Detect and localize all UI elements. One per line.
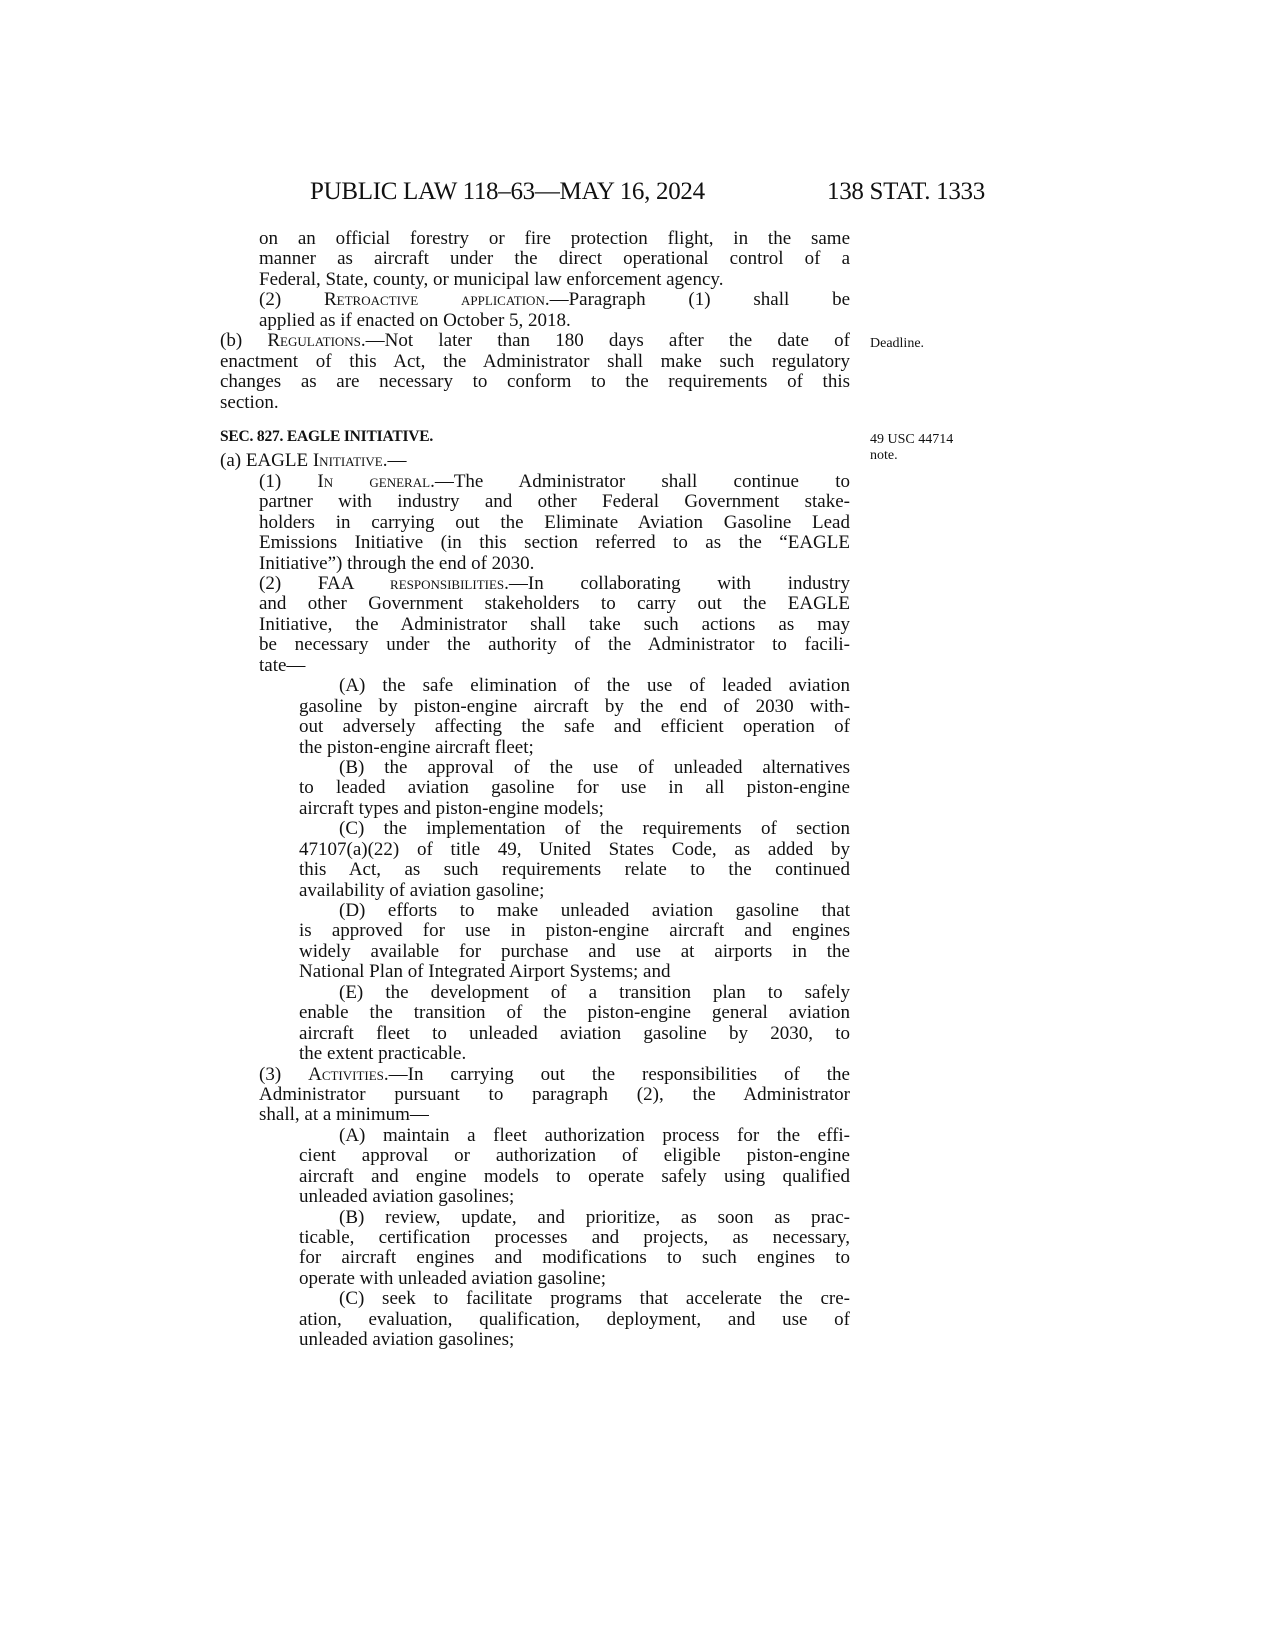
margin-note-usc [870,432,953,464]
paragraph-heading: Regulations [267,330,361,352]
text-line: out adversely affecting the safe and efficient operation of [299,716,850,738]
text-line: (C) seek to facilitate programs that accelerate the cre- [339,1288,850,1310]
text-line: Initiative, the Administrator shall take such actions as may [259,613,850,635]
text-line [220,574,850,594]
text-line: unleaded aviation gasolines; [299,1186,515,1208]
text-line: shall, at a minimum— [259,1104,429,1126]
text-line: Initiative”) through the end of 2030. [259,552,535,574]
text-line: manner as aircraft under the direct operational control of a [259,248,850,270]
text-line: availability of aviation gasoline; [299,879,545,901]
paragraph [220,1208,850,1290]
paragraph [220,1289,850,1350]
text-line: the extent practicable. [299,1043,467,1065]
text-line: the piston-engine aircraft fleet; [299,736,534,758]
text-line [220,331,850,351]
text-line [220,1065,850,1085]
paragraph [220,676,850,758]
text-line: is approved for use in piston-engine aircraft and engines [299,920,850,942]
paragraph [220,983,850,1065]
document-body [220,229,850,1351]
text-line: (A) maintain a fleet authorization process for the effi- [339,1124,850,1146]
paragraph [220,758,850,819]
text-line: this Act, as such requirements relate to the continued [299,859,850,881]
paragraph-heading: Retroactive application [323,289,545,311]
paragraph [220,574,850,676]
text-line: Emissions Initiative (in this section referred to as the “EAGLE [259,532,850,554]
text-line [220,472,850,492]
text-line: operate with unleaded aviation gasoline; [299,1267,607,1289]
paragraph-label: (2) [259,573,318,594]
paragraph-label: (b) [220,330,268,352]
running-header-title: PUBLIC LAW 118–63—MAY 16, 2024 [310,178,705,205]
section-heading: SEC. 827. EAGLE INITIATIVE. [220,427,434,445]
text-line: section. [220,391,279,413]
text-line: (D) efforts to make unleaded aviation gasoline that [339,900,850,921]
text-line: Federal, State, county, or municipal law enforcement agency. [259,268,724,290]
paragraph [220,229,850,290]
margin-note-usc-line2: note. [870,448,898,463]
paragraph-text: .—The Administrator shall continue to [430,470,851,492]
paragraph-label: (1) [259,470,318,492]
text-line [220,290,850,310]
paragraph-heading: FAA responsibilities [317,573,505,594]
text-line: tate— [259,654,306,676]
paragraph-text: .—Not later than 180 days after the date of [360,330,851,352]
paragraph-text: .—Paragraph (1) shall be [544,289,851,311]
paragraph [220,1065,850,1126]
paragraph-heading: EAGLE Initiative [245,450,383,472]
page-number: 138 STAT. 1333 [827,178,985,205]
paragraph [220,331,850,413]
paragraph-label: (3) [259,1063,309,1085]
text-line: ation, evaluation, qualification, deployment, and use of [299,1308,850,1330]
paragraph-text: .— [382,450,407,472]
text-line: cient approval or authorization of eligible piston-engine [299,1145,850,1167]
text-line: holders in carrying out the Eliminate Aviation Gasoline Lead [259,511,850,533]
paragraph [220,472,850,574]
text-line: enable the transition of the piston-engine general aviation [299,1002,850,1024]
text-line: changes as are necessary to conform to the requirements of this [220,371,850,393]
text-line: for aircraft engines and modifications to such engines to [299,1247,850,1269]
text-line: unleaded aviation gasolines; [299,1329,515,1351]
text-line: (B) the approval of the use of unleaded alternatives [339,756,850,778]
paragraph [220,451,850,471]
paragraph-text: .—In collaborating with industry [504,573,850,594]
paragraph-heading: In general [317,470,431,492]
text-line: aircraft types and piston-engine models; [299,797,604,819]
text-line: to leaded aviation gasoline for use in all piston-engine [299,777,850,799]
text-line: (E) the development of a transition plan to safely [339,981,850,1003]
text-line: aircraft and engine models to operate safely using qualified [299,1165,850,1187]
text-line: National Plan of Integrated Airport Systems; and [299,961,671,983]
text-line: 47107(a)(22) of title 49, United States Code, as added by [299,838,850,860]
text-line: (B) review, update, and prioritize, as soon as prac- [339,1206,850,1228]
paragraph-label: (a) [220,450,246,472]
text-line: (C) the implementation of the requirements of section [339,818,850,840]
paragraph [220,901,850,983]
text-line: enactment of this Act, the Administrator shall make such regulatory [220,350,850,372]
text-line: widely available for purchase and use at airports in the [299,940,850,962]
text-line: on an official forestry or fire protection flight, in the same [259,228,850,249]
section-827-paragraphs [220,451,850,1350]
paragraphs-before-section [220,229,850,413]
text-line: applied as if enacted on October 5, 2018. [259,309,571,331]
text-line: and other Government stakeholders to carry out the EAGLE [259,593,850,615]
paragraph [220,819,850,901]
margin-note-usc-line1: 49 USC 44714 [870,432,954,447]
paragraph-heading: Activities [308,1063,384,1085]
text-line: Administrator pursuant to paragraph (2), the Administrator [259,1083,850,1105]
text-line [220,451,850,471]
paragraph [220,1126,850,1208]
paragraph-label: (2) [259,289,324,311]
text-line: (A) the safe elimination of the use of leaded aviation [339,675,850,697]
text-line: aircraft fleet to unleaded aviation gasoline by 2030, to [299,1022,850,1044]
paragraph-text: .—In carrying out the responsibilities of the [383,1063,850,1085]
margin-note-deadline: Deadline. [870,336,925,351]
text-line: ticable, certification processes and projects, as necessary, [299,1227,850,1248]
text-line: partner with industry and other Federal Government stake- [259,491,850,513]
text-line: gasoline by piston-engine aircraft by the end of 2030 with- [299,695,850,717]
text-line: be necessary under the authority of the Administrator to facili- [259,634,850,656]
paragraph [220,290,850,331]
